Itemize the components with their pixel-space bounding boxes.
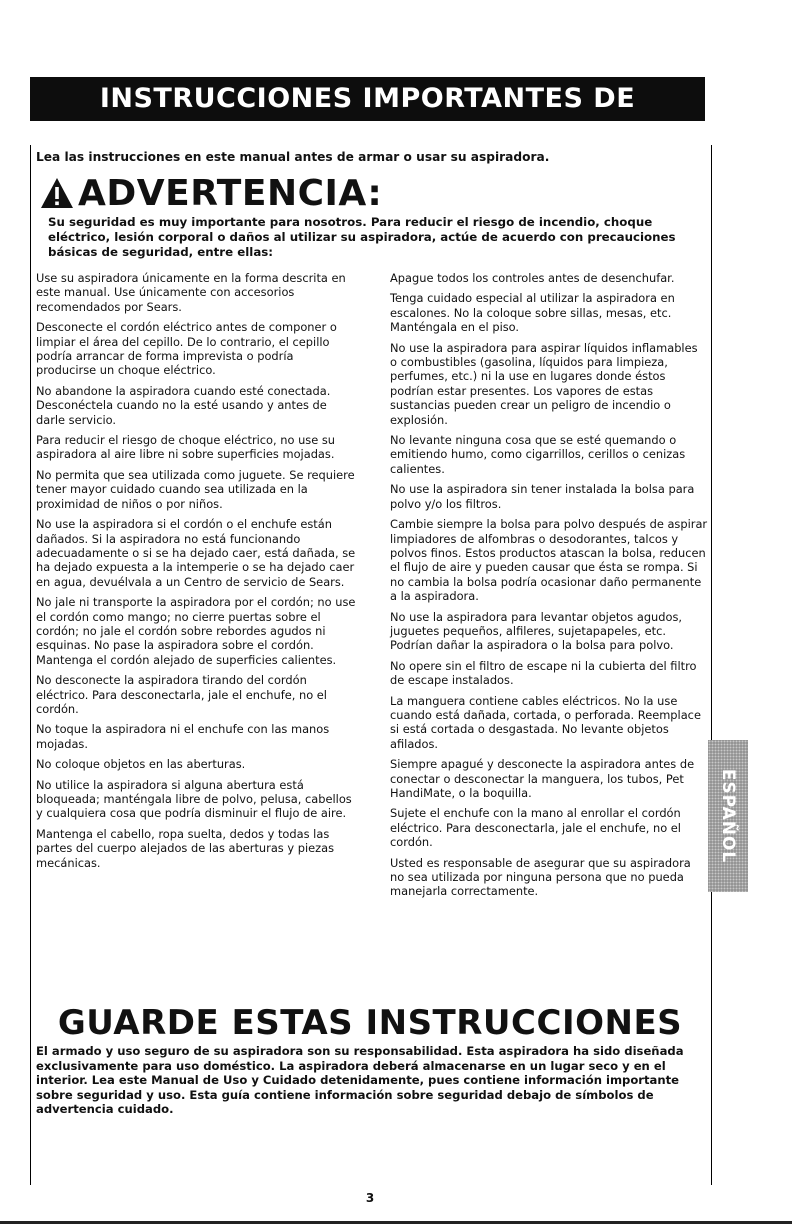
safety-item: Desconecte el cordón eléctrico antes de componer o limpiar el área del cepillo. De lo contrario, el cepillo podría arrancar de forma imprevista o podría producirse un choque eléctrico. (36, 320, 337, 378)
safety-item: Use su aspiradora únicamente en la forma descrita en este manual. Use únicamente con accesorios recomendados por Sears. (36, 271, 346, 314)
warning-header (40, 168, 382, 218)
warning-triangle-icon (40, 176, 74, 210)
warning-title: ADVERTENCIA: (78, 172, 383, 214)
language-tab (708, 740, 748, 892)
safety-item: Apague todos los controles antes de desenchufar. (390, 271, 675, 285)
save-instructions-title: GUARDE ESTAS INSTRUCCIONES (57, 1003, 683, 1043)
safety-item: No permita que sea utilizada como juguete. Se requiere tener mayor cuidado cuando sea utilizada en la proximidad de niños o por niños. (36, 467, 355, 511)
safety-item: Para reducir el riesgo de choque eléctrico, no use su aspiradora al aire libre ni sobre superficies mojadas. (36, 433, 336, 462)
safety-item: No use la aspiradora sin tener instalada la bolsa para polvo y/o los filtros. (390, 482, 695, 511)
safety-item: No coloque objetos en las aberturas. (36, 757, 246, 772)
safety-item: No abandone la aspiradora cuando esté conectada. Desconéctela cuando no la esté usando y antes de darle servicio. (36, 383, 331, 427)
safety-item: No use la aspiradora para aspirar líquidos inflamables o combustibles (gasolina, líquidos para limpieza, perfumes, etc.) ni la use en lugares donde éstos podrían estar presentes. Los vapores de estas sustancias pueden crear un peligro de incendio o explosión. (390, 340, 698, 427)
safety-item: No jale ni transporte la aspiradora por el cordón; no use el cordón como mango; no cierre puertas sobre el cordón; no jale el cordón sobre rebordes agudos ni esquinas. No pase la aspiradora sobre el cordón. Mantenga el cordón alejado de superficies calientes. (36, 595, 356, 667)
safety-item: No utilice la aspiradora si alguna abertura está bloqueada; manténgala libre de polvo, pelusa, cabellos y cualquiera cosa que podría disminuir el flujo de aire. (36, 777, 352, 821)
safety-item: Siempre apagué y desconecte la aspiradora antes de conectar o desconectar la manguera, los tubos, Pet HandiMate, o la boquilla. (390, 757, 695, 800)
safety-item: Mantenga el cabello, ropa suelta, dedos y todas las partes del cuerpo alejados de las aberturas y piezas mecánicas. (36, 826, 335, 870)
safety-item: Cambie siempre la bolsa para polvo después de aspirar limpiadores de alfombras o desodorantes, talcos y polvos finos. Estos productos atascan la bolsa, reducen el flujo de aire y pueden causar que ésta se rompa. Si no cambia la bolsa podría ocasionar daño permanente a la aspiradora. (390, 517, 708, 604)
right-column (390, 271, 708, 905)
safety-item: No use la aspiradora para levantar objetos agudos, juguetes pequeños, alfileres, sujetapapeles, etc. Podrían dañar la aspiradora o la bolsa para polvo. (390, 609, 683, 653)
safety-item: No opere sin el filtro de escape ni la cubierta del filtro de escape instalados. (390, 658, 697, 688)
page-number: 3 (365, 1191, 375, 1205)
safety-item: La manguera contiene cables eléctricos. No la use cuando está dañada, cortada, o perforada. Reemplace si está cortada o desgastada. No levante objetos afilados. (390, 693, 701, 751)
safety-item: Tenga cuidado especial al utilizar la aspiradora en escalones. No la coloque sobre sillas, mesas, etc. Manténgala en el piso. (390, 291, 675, 335)
page-banner: INSTRUCCIONES IMPORTANTES DE SEGURIDAD (30, 77, 705, 121)
language-tab-label: ESPAÑOL (718, 768, 738, 864)
safety-item: No levante ninguna cosa que se esté quemando o emitiendo humo, como cigarrillos, cerillos o cenizas calientes. (390, 433, 686, 476)
safety-item: Usted es responsable de asegurar que su aspiradora no sea utilizada por ninguna persona que no pueda manejarla correctamente. (390, 855, 691, 899)
safety-item: No desconecte la aspiradora tirando del cordón eléctrico. Para desconectarla, jale el enchufe, no el cordón. (36, 673, 327, 716)
footer-text: El armado y uso seguro de su aspiradora son su responsabilidad. Esta aspiradora ha sido diseñada exclusivamente para uso doméstico. La aspiradora deberá almacenarse en un lugar seco y en el interior. Lea este Manual de Uso y Cuidado detenidamente, pues contiene información importante sobre seguridad y uso. Esta guía contiene información sobre seguridad debajo de símbolos de advertencia cuidado. (36, 1044, 684, 1117)
safety-item: No use la aspiradora si el cordón o el enchufe están dañados. Si la aspiradora no está funcionando adecuadamente o si se ha dejado caer, está dañada, se ha dejado expuesta a la intemperie o se ha dejado caer en agua, devuélvala a un Centro de servicio de Sears. (36, 517, 356, 589)
safety-item: No toque la aspiradora ni el enchufe con las manos mojadas. (36, 722, 330, 751)
intro-text: Lea las instrucciones en este manual antes de armar o usar su aspiradora. (36, 150, 550, 164)
safety-item: Sujete el enchufe con la mano al enrollar el cordón eléctrico. Para desconectarla, jale el enchufe, no el cordón. (390, 806, 681, 850)
left-column (36, 271, 356, 876)
warning-text: Su seguridad es muy importante para nosotros. Para reducir el riesgo de incendio, choque eléctrico, lesión corporal o daños al utilizar su aspiradora, actúe de acuerdo con precauciones básicas de seguridad, entre ellas: (48, 215, 676, 259)
